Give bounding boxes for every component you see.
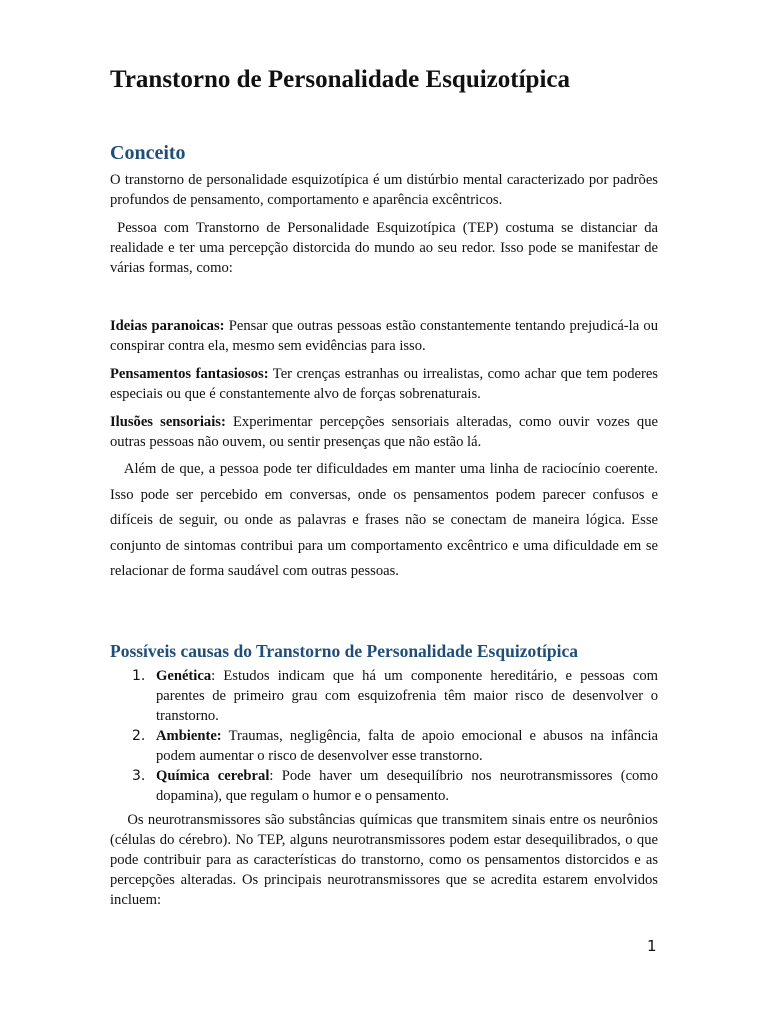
paragraph-neurotransmitters: Os neurotransmissores são substâncias químicas que transmitem sinais entre os neurônios (células do cérebro). No TEP, alguns neurotransmissores podem estar desequilibrados, o que pode contribuir para as características do transtorno, como os pensamentos distorcidos e as percepções alteradas. Os principais neurotransmissores que se acredita estarem envolvidos incluem: (110, 812, 662, 908)
page-number: 1 (647, 937, 657, 955)
heading-causas: Possíveis causas do Transtorno de Personalidade Esquizotípica (110, 641, 579, 661)
heading-conceito: Conceito (110, 142, 186, 164)
cause-text: : Estudos indicam que há um componente hereditário, e pessoas com parentes de primeiro grau com esquizofrenia têm maior risco de desenvolver o transtorno. (156, 668, 658, 724)
list-number: 2. (132, 728, 146, 744)
symptom-term: Ilusões sensoriais: (110, 414, 226, 430)
list-item-quimica (110, 766, 658, 806)
cause-term: Ambiente: (156, 728, 222, 744)
symptom-term: Ideias paranoicas: (110, 318, 225, 334)
causes-list (110, 666, 658, 806)
document-title: Transtorno de Personalidade Esquizotípica (110, 66, 570, 93)
cause-text: : Pode haver um desequilíbrio nos neurotransmissores (como dopamina), que regulam o humor e o pensamento. (156, 768, 659, 804)
cause-text: Traumas, negligência, falta de apoio emocional e abusos na infância podem aumentar o risco de desenvolver esse transtorno. (156, 728, 658, 764)
symptom-fantasy-thoughts (110, 364, 658, 404)
symptom-text: Ter crenças estranhas ou irrealistas, como achar que tem poderes especiais ou que é constantemente alvo de forças sobrenaturais. (110, 366, 658, 402)
list-item-ambiente (110, 726, 658, 766)
symptom-term: Pensamentos fantasiosos: (110, 366, 269, 382)
list-number: 3. (132, 768, 146, 784)
paragraph-definition: O transtorno de personalidade esquizotípica é um distúrbio mental caracterizado por padrões profundos de pensamento, comportamento e aparência excêntricos. (110, 172, 662, 208)
symptom-text: Experimentar percepções sensoriais alteradas, como ouvir vozes que outras pessoas não ouvem, ou sentir presenças que não estão lá. (110, 414, 658, 450)
paragraph-reasoning: Além de que, a pessoa pode ter dificuldades em manter uma linha de raciocínio coerente. Isso pode ser percebido em conversas, onde os pensamentos podem parecer confusos e difíceis de seguir, ou onde as palavras e frases não se conectam de maneira lógica. Esse conjunto de sintomas contribui para um comportamento excêntrico e uma dificuldade em se relacionar de forma saudável com outras pessoas. (110, 461, 662, 579)
symptom-sensory-illusions (110, 412, 658, 452)
symptom-paranoid-ideas (110, 316, 658, 356)
cause-term: Genética (156, 668, 212, 684)
cause-term: Química cerebral (156, 768, 270, 784)
list-item-genetica (110, 666, 658, 726)
list-number: 1. (132, 668, 146, 684)
paragraph-description: Pessoa com Transtorno de Personalidade Esquizotípica (TEP) costuma se distanciar da realidade e ter uma percepção distorcida do mundo ao seu redor. Isso pode se manifestar de várias formas, como: (110, 220, 662, 276)
symptom-text: Pensar que outras pessoas estão constantemente tentando prejudicá-la ou conspirar contra ela, mesmo sem evidências para isso. (110, 318, 658, 354)
